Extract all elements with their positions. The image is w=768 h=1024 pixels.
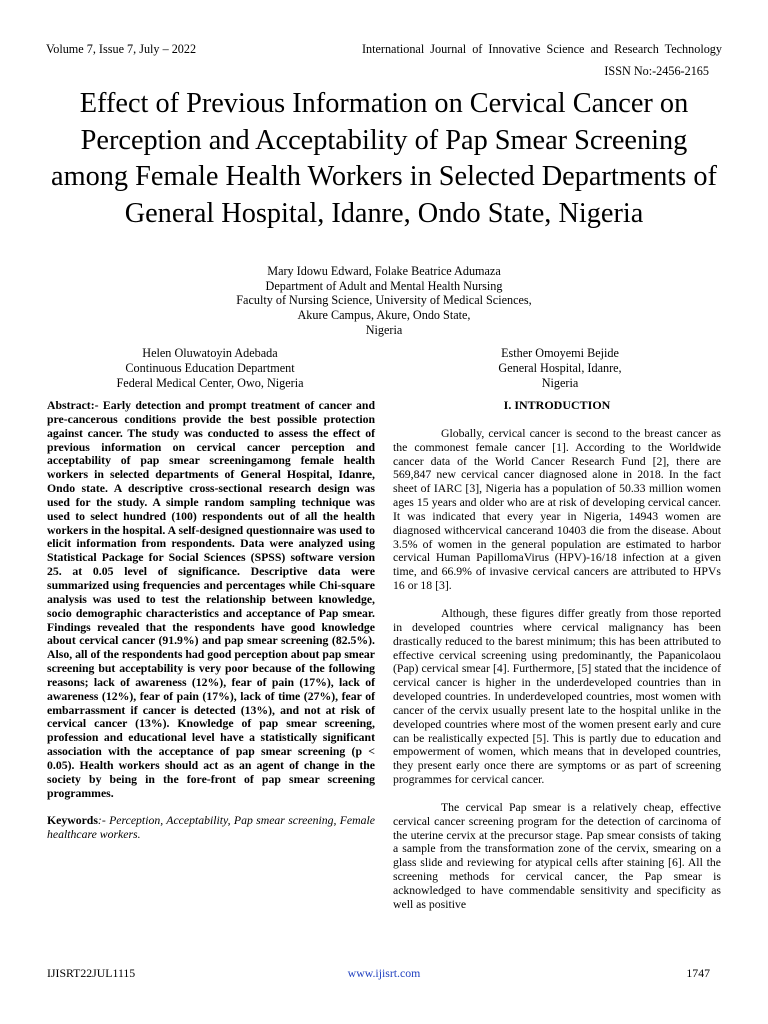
author-left-block — [85, 346, 335, 390]
footer-website-link[interactable]: www.ijisrt.com — [347, 966, 421, 980]
main-authors-country: Nigeria — [365, 322, 403, 337]
section-heading: I. INTRODUCTION — [503, 398, 611, 412]
author-right-name: Esther Omoyemi Bejide — [501, 346, 619, 360]
intro-paragraph: Globally, cervical cancer is second to the breast cancer as the commonest female cancer [1]. According to the Worldwide cancer data of the World Cancer Research Fund [2], there are 569,847 new cervical cancer diagnosed alone in 2018. In the fact sheet of IARC [3], Nigeria has a population of 50.33 million women ages 15 years and older who are at risk of developing cervical cancer. It was indicated that every year in Nigeria, 14943 women are diagnosed withcervical cancerand 10403 die from the disease. About 3.5% of women in the general population are estimated to harbor cervical Human PapillomaVirus (HPV)-16/18 infection at a given time, and 66.9% of invasive cervical cancers are attributed to HPVs 16 or 18 [3]. — [393, 426, 721, 593]
right-column — [393, 399, 721, 926]
left-column — [47, 399, 375, 842]
paper-title: Effect of Previous Information on Cervical Cancer on Perception and Acceptability of Pap Smear Screening among Female Health Workers in Selected Departments of General Hospital, Idanre, Ondo State, Nigeria — [51, 88, 717, 229]
author-left-dept: Continuous Education Department — [125, 360, 295, 375]
keywords-text: :- Perception, Acceptability, Pap smear screening, Female healthcare workers. — [47, 814, 375, 842]
keywords-label: Keywords — [47, 814, 98, 828]
keywords — [47, 814, 375, 842]
page-number: 1747 — [686, 966, 710, 980]
abstract: Abstract:- Early detection and prompt treatment of cancer and pre-cancerous conditions provide the best possible protection against cancer. The study was conducted to assess the effect of previous information on cervical cancer perception and acceptability of pap smear screeningamong female health workers in selected departments of General Hospital, Idanre, Ondo state. A descriptive cross-sectional research design was used for the study. A simple random sampling technique was used to select hundred (100) respondents out of all the health workers in the hospital. A self-designed questionnaire was used to elicit information from respondents. Data were analyzed using Statistical Package for Social Sciences (SPSS) software version 25. at 0.05 level of significance. Descriptive data were summarized using frequencies and percentages while Chi-square analysis was used to test the relationship between knowledge, socio demographic characteristics and acceptance of Pap smear. Findings revealed that the respondents have good knowledge about cervical cancer (91.9%) and pap smear screening (82.5%). Also, all of the respondents had good perception about pap smear screening but acceptability is very poor because of the following reasons; lack of awareness (12%), fear of pain (17%), lack of awareness (12%), fear of pain (17%), lack of time (27%), fear of embarrassment if cancer is detected (13%), and not at risk of cervical cancer (13%). Knowledge of pap smear screening, profession and educational level have a statistically significant association with the acceptance of pap smear screening (p < 0.05). Health workers should act as an agent of change in the society by being in the fore-front of pap smear screening programmes. — [47, 399, 375, 800]
issn: ISSN No:-2456-2165 — [604, 64, 709, 78]
main-authors-block — [0, 264, 768, 338]
author-right-block — [440, 346, 680, 390]
volume-info: Volume 7, Issue 7, July – 2022 — [46, 42, 197, 56]
author-left-name: Helen Oluwatoyin Adebada — [142, 346, 278, 360]
author-right-country: Nigeria — [541, 375, 579, 390]
main-authors-faculty: Faculty of Nursing Science, University of Medical Sciences, — [236, 293, 532, 308]
journal-name: International Journal of Innovative Science and Research Technology — [361, 42, 722, 56]
intro-paragraph: Although, these figures differ greatly from those reported in developed countries where cervical malignancy has been drastically reduced to the barest minimum; this has been attributed to effective cervical screening using predominantly, the Papanicolaou (Pap) cervical smear [4]. Furthermore, [5] stated that the incidence of cervical cancer is higher in the underdeveloped countries than in developed countries. In underdeveloped countries, most women with cancer of the cervix usually present late to the hospital unlike in the developed countries where most of the women present early and cure can be realistically expected [5]. This is partly due to education and empowerment of women, which means that in developed countries, they present early once there are symptoms or as part of screening programmes for cervical cancer. — [393, 606, 721, 787]
main-authors-department: Department of Adult and Mental Health Nursing — [265, 278, 503, 293]
intro-paragraph: The cervical Pap smear is a relatively cheap, effective cervical cancer screening program for the detection of carcinoma of the uterine cervix at the precursor stage. Pap smear consists of taking a sample from the transformation zone of the cervix, smearing on a glass slide and reviewing for atypical cells after staining [6]. All the screening methods for cervical cancer, the Pap smear is acknowledged to have commendable sensitivity and specificity as well as positive — [393, 800, 721, 911]
main-authors-campus: Akure Campus, Akure, Ondo State, — [297, 308, 471, 323]
footer-paper-id: IJISRT22JUL1115 — [47, 966, 136, 980]
author-left-institution: Federal Medical Center, Owo, Nigeria — [116, 375, 304, 390]
main-authors-names: Mary Idowu Edward, Folake Beatrice Adumaza — [267, 264, 501, 278]
author-right-institution: General Hospital, Idanre, — [498, 360, 622, 375]
